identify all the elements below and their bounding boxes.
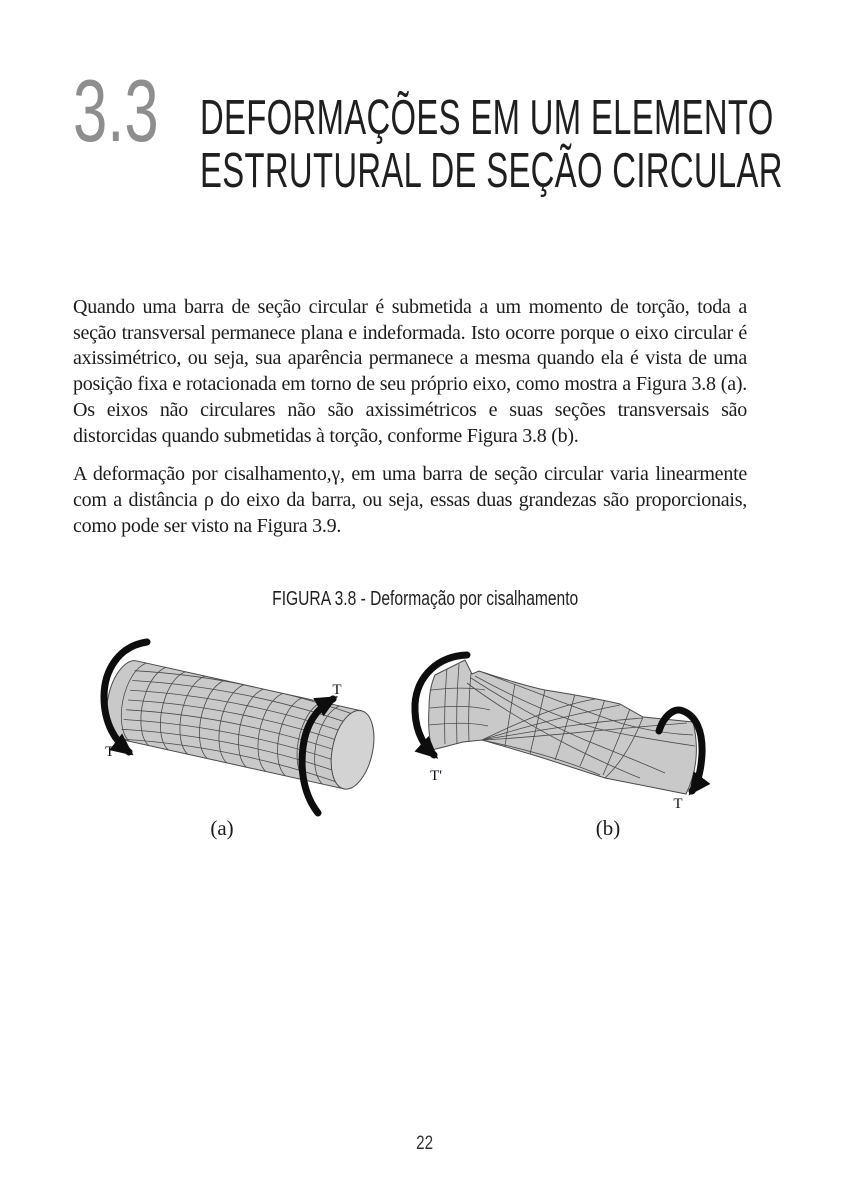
figure-3-8 bbox=[75, 628, 775, 858]
figure-caption: FIGURA 3.8 - Deformação por cisalhamento bbox=[271, 588, 579, 610]
footer bbox=[0, 1133, 850, 1155]
torque-label-right-a: T bbox=[332, 682, 342, 698]
body-text bbox=[73, 295, 747, 552]
section-title bbox=[200, 92, 783, 198]
section-title-line1: DEFORMAÇÕES EM UM ELEMENTO bbox=[200, 91, 774, 145]
panel-b-twisted-bar bbox=[415, 655, 702, 840]
panel-a-label: (a) bbox=[210, 816, 234, 840]
panel-a-circular-bar bbox=[100, 642, 381, 840]
torque-label-right-b: T bbox=[673, 796, 683, 812]
page-number: 22 bbox=[416, 1133, 434, 1154]
torque-label-left-b: T' bbox=[430, 768, 442, 784]
section-number: 3.3 bbox=[73, 61, 159, 160]
section-title-line2: ESTRUTURAL DE SEÇÃO CIRCULAR bbox=[200, 144, 783, 198]
torque-label-left-a: T' bbox=[105, 744, 117, 760]
paragraph-1: Quando uma barra de seção circular é submetida a um momento de torção, toda a seção transversal permanece plana e indeformada. Isto ocorre porque o eixo circular é axissimétrico, ou seja, sua aparência permanece a mesma quando ela é vista de uma posição fixa e rotacionada em torno de seu próprio eixo, como mostra a Figura 3.8 (a). Os eixos não circulares não são axissimétricos e suas seções transversais são distorcidas quando submetidas à torção, conforme Figura 3.8 (b). bbox=[73, 296, 747, 447]
figure-caption-row bbox=[0, 588, 850, 610]
paragraph-2: A deformação por cisalhamento,γ, em uma barra de seção circular varia linearmente com a distância ρ do eixo da barra, ou seja, essas duas grandezas são proporcionais, como pode ser visto na Figura 3.9. bbox=[73, 463, 747, 537]
panel-b-label: (b) bbox=[595, 816, 621, 840]
